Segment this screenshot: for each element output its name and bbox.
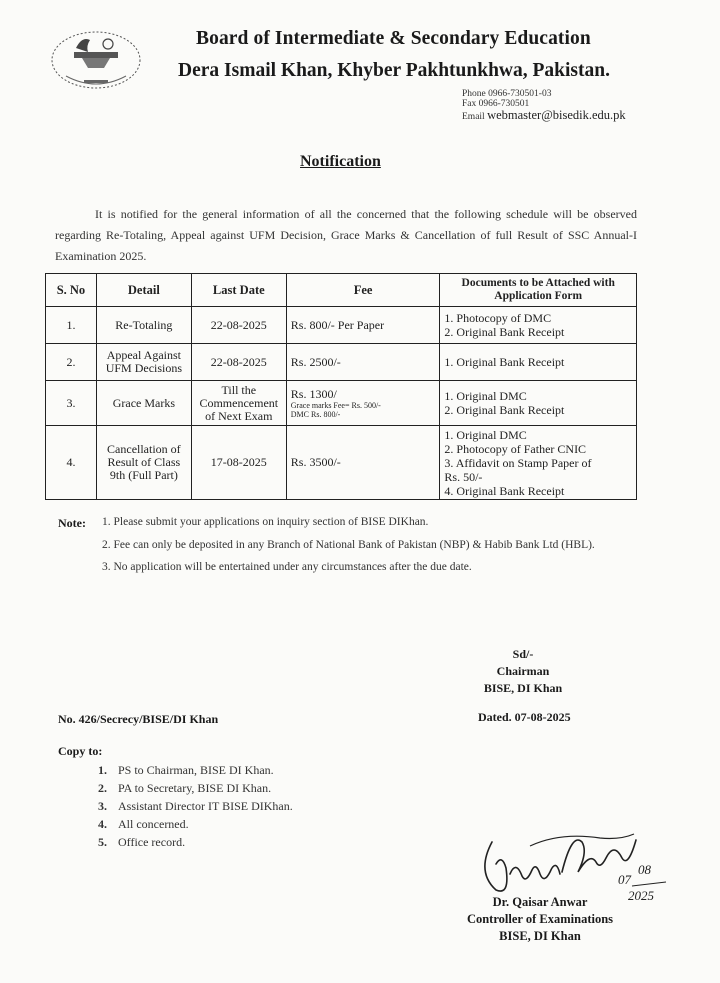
header-last-date: Last Date [191,274,286,307]
email-line [462,108,626,123]
table-row [46,426,637,500]
table-header-row [46,274,637,307]
cell-docs [440,426,637,500]
doc-line: 2. Original Bank Receipt [444,403,565,417]
schedule-table [45,273,637,500]
dated-text: Dated. 07-08-2025 [478,710,571,724]
cell-fee [286,381,440,426]
doc-line: 1. Original Bank Receipt [444,355,565,369]
header-documents: Documents to be Attached with Application Form [440,274,637,307]
table-row [46,381,637,426]
header-fee: Fee [286,274,440,307]
sd-text: Sd/- [512,647,534,661]
reference-number: No. 426/Secrecy/BISE/DI Khan [58,712,219,726]
cell-docs [440,381,637,426]
copy-item [98,781,271,796]
doc-line: 2. Original Bank Receipt [444,325,565,339]
controller-signoff [460,894,620,945]
doc-line: 2. Photocopy of Father CNIC [444,441,587,456]
cell-sno: 1. [46,307,97,344]
header-detail: Detail [96,274,191,307]
fee-sub-line: Grace marks Fee= Rs. 500/- [290,401,381,410]
cell-detail: Re-Totaling [96,307,191,344]
copy-item-text: All concerned. [118,817,189,831]
note-item: 1. Please submit your applications on inquiry section of BISE DIKhan. [102,516,429,528]
copy-to-label: Copy to: [58,744,103,758]
intro-paragraph: It is notified for the general information of all the concerned that the following schedule will be observed regarding Re-Totaling, Appeal against UFM Decision, Grace Marks & Cancellation of full Result of SSC Annual-I Examination 2025. [55,207,637,263]
cell-fee: Rs. 800/- Per Paper [286,307,440,344]
chairman-role: Chairman [496,664,550,678]
doc-line: 3. Affidavit on Stamp Paper of [444,455,592,470]
cell-date: Till the Commencement of Next Exam [191,381,286,426]
copy-item-number: 3. [98,799,107,813]
copy-item [98,835,185,850]
fax-text: Fax 0966-730501 [462,99,530,109]
sig-date-month: 07 [618,872,631,887]
cell-date: 22-08-2025 [191,344,286,381]
note-label: Note: [58,516,86,530]
doc-line: 1. Photocopy of DMC [444,311,552,325]
sig-date-year: 2025 [628,888,654,903]
email-address: webmaster@bisedik.edu.pk [487,108,626,122]
cell-sno: 2. [46,344,97,381]
cell-sno: 3. [46,381,97,426]
cell-docs [440,307,637,344]
controller-title: Controller of Examinations [466,912,614,926]
cell-detail: Appeal Against UFM Decisions [96,344,191,381]
copy-item-text: PA to Secretary, BISE DI Khan. [118,781,272,795]
fee-sub-line: DMC Rs. 800/- [290,410,341,419]
cell-fee: Rs. 3500/- [286,426,440,500]
copy-item [98,799,293,814]
email-label: Email [462,112,485,122]
org-name: Board of Intermediate & Secondary Education [196,28,591,49]
cell-date: 22-08-2025 [191,307,286,344]
cell-fee: Rs. 2500/- [286,344,440,381]
table-row [46,344,637,381]
copy-item-number: 4. [98,817,107,831]
cell-detail: Cancellation of Result of Class 9th (Full Part) [96,426,191,500]
doc-line: 1. Original DMC [444,389,527,403]
doc-line: Rs. 50/- [444,469,483,484]
board-logo [46,18,146,96]
copy-item-text: Assistant Director IT BISE DIKhan. [118,799,293,813]
fee-main: Rs. 1300/ [290,387,337,401]
chairman-org: BISE, DI Khan [483,681,563,695]
copy-item [98,763,274,778]
phone-text: Phone 0966-730501-03 [462,89,552,99]
copy-item-number: 5. [98,835,107,849]
cell-date: 17-08-2025 [191,426,286,500]
header-sno: S. No [46,274,97,307]
note-item: 3. No application will be entertained under any circumstances after the due date. [102,561,472,573]
doc-line: 1. Original DMC [444,427,527,442]
copy-item-number: 1. [98,763,107,777]
sig-date-day: 08 [638,862,651,877]
copy-item-text: Office record. [118,835,186,849]
cell-detail: Grace Marks [96,381,191,426]
copy-item-number: 2. [98,781,107,795]
note-item: 2. Fee can only be deposited in any Branch of National Bank of Pakistan (NBP) & Habib Bank Ltd (HBL). [102,539,595,551]
copy-item [98,817,189,832]
cell-sno: 4. [46,426,97,500]
controller-name: Dr. Qaisar Anwar [492,895,588,909]
copy-item-text: PS to Chairman, BISE DI Khan. [118,763,274,777]
notification-title: Notification [300,153,381,170]
table-row [46,307,637,344]
controller-org: BISE, DI Khan [499,929,581,943]
cell-docs [440,344,637,381]
doc-line: 4. Original Bank Receipt [444,483,565,498]
org-address: Dera Ismail Khan, Khyber Pakhtunkhwa, Pakistan. [178,60,610,81]
chairman-signoff [478,646,568,697]
